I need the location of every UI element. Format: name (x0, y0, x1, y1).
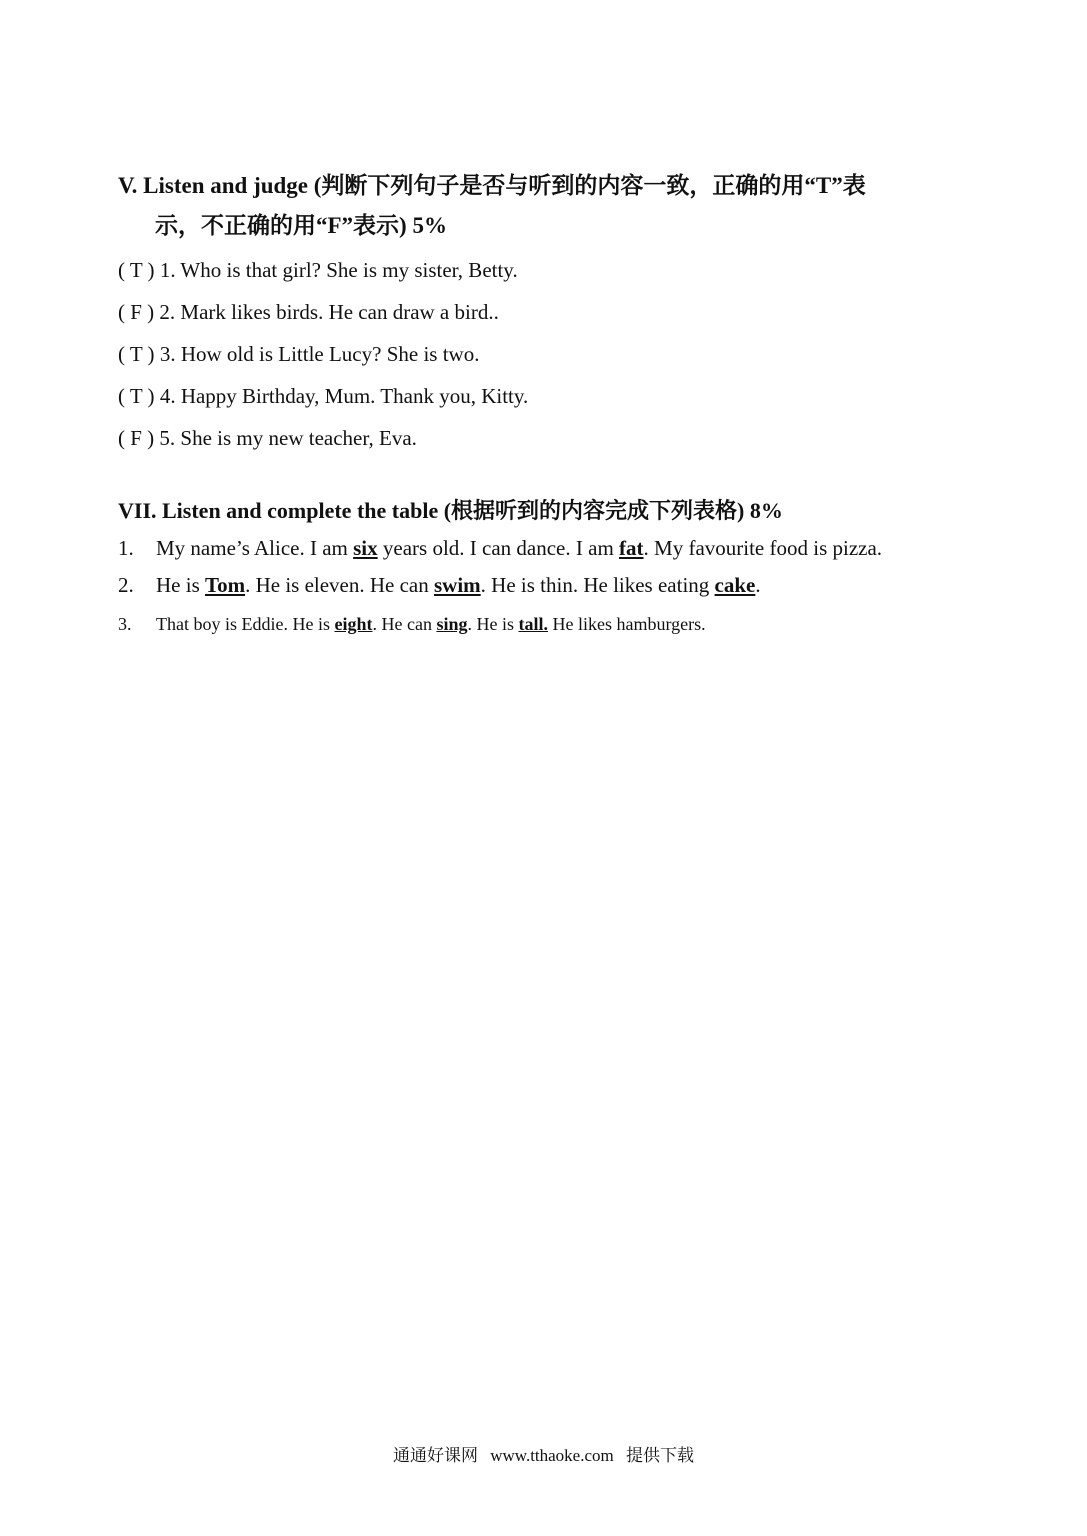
text-segment: . He is eleven. He can (245, 573, 434, 597)
text-segment: . He can (372, 614, 437, 634)
item-number: 1. (118, 536, 134, 560)
judge-answer: ( T ) (118, 258, 155, 282)
footer-suffix: 提供下载 (626, 1446, 695, 1465)
complete-list (118, 530, 928, 644)
answer-word: cake (714, 573, 756, 597)
item-text (156, 604, 928, 644)
text-segment: . My favourite food is pizza. (643, 536, 883, 560)
judge-item (118, 378, 978, 420)
judge-item (118, 294, 978, 336)
complete-item (118, 530, 928, 567)
item-number: 2. (118, 573, 134, 597)
judge-answer: ( F ) (118, 300, 155, 324)
text-segment: That boy is Eddie. He is (156, 614, 335, 634)
section-7-heading (118, 491, 978, 531)
text-segment: He is (156, 573, 205, 597)
footer-url: www.tthaoke.com (490, 1446, 614, 1465)
judge-sentence: 3. How old is Little Lucy? She is two. (159, 342, 480, 366)
text-segment: . (755, 573, 761, 597)
answer-word: tall. (518, 614, 548, 634)
judge-answer: ( T ) (118, 342, 155, 366)
judge-sentence: 2. Mark likes birds. He can draw a bird.. (159, 300, 499, 324)
answer-word: swim (434, 573, 481, 597)
complete-item (118, 604, 928, 644)
text-segment: . He is thin. He likes eating (480, 573, 715, 597)
section-5-heading-line2: 示，不正确的用“F”表示) 5% (155, 213, 447, 238)
text-segment: years old. I can dance. I am (377, 536, 620, 560)
section-5-heading (118, 166, 978, 246)
item-text (156, 567, 928, 604)
judge-answer: ( F ) (118, 426, 155, 450)
text-segment: He likes hamburgers. (547, 614, 706, 634)
footer-site-name: 通通好课网 (392, 1446, 478, 1465)
text-segment: . He is (467, 614, 519, 634)
judge-sentence: 5. She is my new teacher, Eva. (159, 426, 417, 450)
answer-word: Tom (205, 573, 246, 597)
item-text (156, 530, 928, 567)
text-segment: My name’s Alice. I am (156, 536, 354, 560)
judge-list (118, 252, 978, 462)
section-7-heading-text: VII. Listen and complete the table (根据听到的内容完成下列表格) 8% (118, 498, 783, 523)
page-footer (0, 1442, 1087, 1470)
judge-item (118, 252, 978, 294)
answer-word: six (353, 536, 378, 560)
answer-word: eight (334, 614, 373, 634)
judge-answer: ( T ) (118, 384, 155, 408)
complete-item (118, 567, 928, 604)
judge-item (118, 336, 978, 378)
answer-word: fat (619, 536, 644, 560)
judge-item (118, 420, 978, 462)
judge-sentence: 4. Happy Birthday, Mum. Thank you, Kitty. (159, 384, 529, 408)
item-number: 3. (118, 614, 132, 634)
answer-word: sing (436, 614, 468, 634)
judge-sentence: 1. Who is that girl? She is my sister, Betty. (159, 258, 518, 282)
section-5-heading-line1: V. Listen and judge (判断下列句子是否与听到的内容一致，正确的用“T”表 (118, 173, 866, 198)
